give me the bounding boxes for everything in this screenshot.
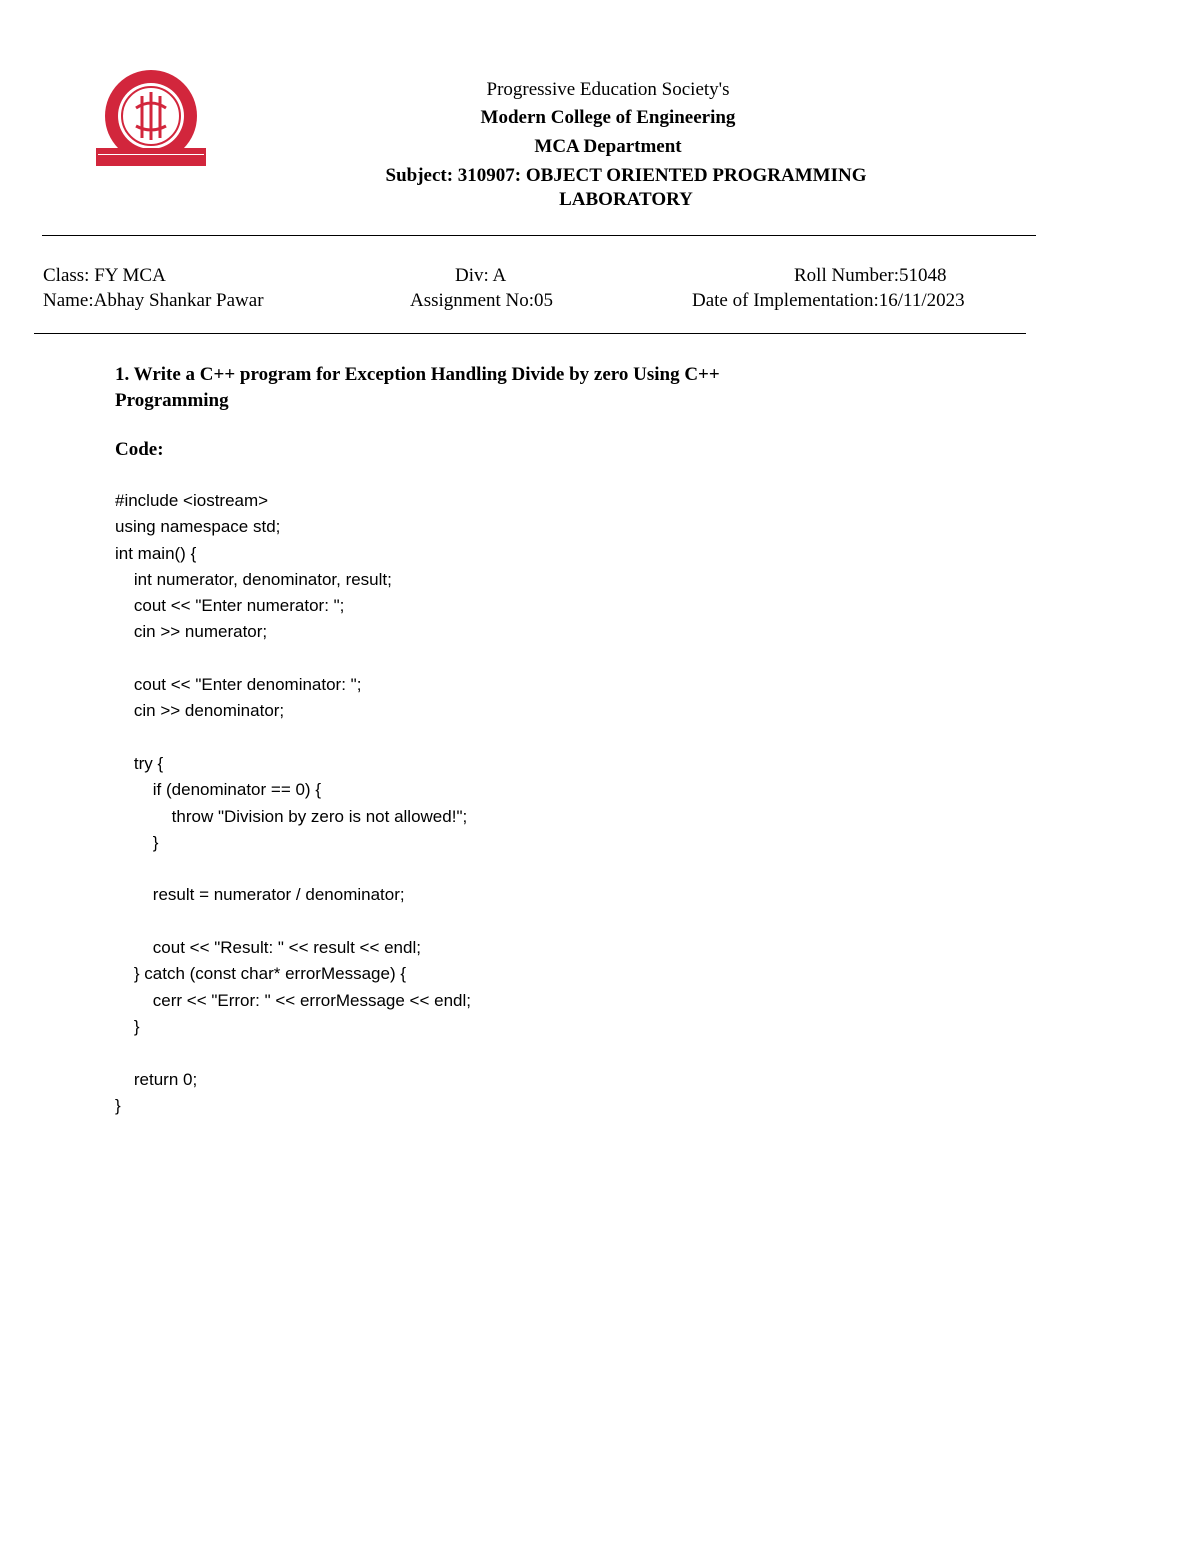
- roll-number: Roll Number:51048: [794, 265, 947, 286]
- code-line: }: [115, 1016, 140, 1036]
- code-line: cin >> denominator;: [115, 701, 285, 721]
- code-line: }: [115, 1095, 121, 1115]
- code-line: [115, 725, 471, 751]
- subject-title: Subject: 310907: OBJECT ORIENTED PROGRAMMING: [385, 165, 867, 186]
- code-line: [115, 856, 471, 882]
- divider-top: [42, 235, 1036, 236]
- code-line: int numerator, denominator, result;: [115, 569, 392, 589]
- code-line: cout << "Enter numerator: ";: [115, 596, 345, 616]
- code-line: cin >> numerator;: [115, 622, 268, 642]
- code-line: [115, 909, 471, 935]
- code-line: } catch (const char* errorMessage) {: [115, 964, 407, 984]
- code-line: cerr << "Error: " << errorMessage << endl;: [115, 990, 471, 1010]
- society-name: Progressive Education Society's: [486, 79, 730, 100]
- question-line: 1. Write a C++ program for Exception Handling Divide by zero Using C++: [115, 364, 720, 385]
- code-line: }: [115, 832, 159, 852]
- question-line: Programming: [115, 390, 229, 411]
- code-line: cout << "Enter denominator: ";: [115, 675, 362, 695]
- code-line: if (denominator == 0) {: [115, 780, 321, 800]
- assignment-number: Assignment No:05: [410, 290, 554, 311]
- subject-title-cont: LABORATORY: [559, 189, 693, 210]
- code-line: cout << "Result: " << result << endl;: [115, 938, 421, 958]
- code-line: try {: [115, 753, 164, 773]
- code-block: [115, 488, 471, 1119]
- implementation-date: Date of Implementation:16/11/2023: [692, 290, 965, 311]
- div-info: Div: A: [455, 265, 507, 286]
- student-name: Name:Abhay Shankar Pawar: [43, 290, 264, 311]
- code-line: int main() {: [115, 543, 197, 563]
- code-label: Code:: [115, 439, 164, 460]
- code-line: result = numerator / denominator;: [115, 885, 405, 905]
- department-name: MCA Department: [534, 136, 682, 157]
- code-line: throw "Division by zero is not allowed!";: [115, 806, 468, 826]
- class-info: Class: FY MCA: [43, 265, 166, 286]
- college-name: Modern College of Engineering: [480, 107, 736, 128]
- code-line: [115, 1040, 471, 1066]
- code-line: #include <iostream>: [115, 491, 269, 510]
- question: [115, 362, 835, 414]
- divider-bottom: [34, 333, 1026, 334]
- code-line: [115, 646, 471, 672]
- code-line: using namespace std;: [115, 517, 281, 537]
- code-line: return 0;: [115, 1069, 198, 1089]
